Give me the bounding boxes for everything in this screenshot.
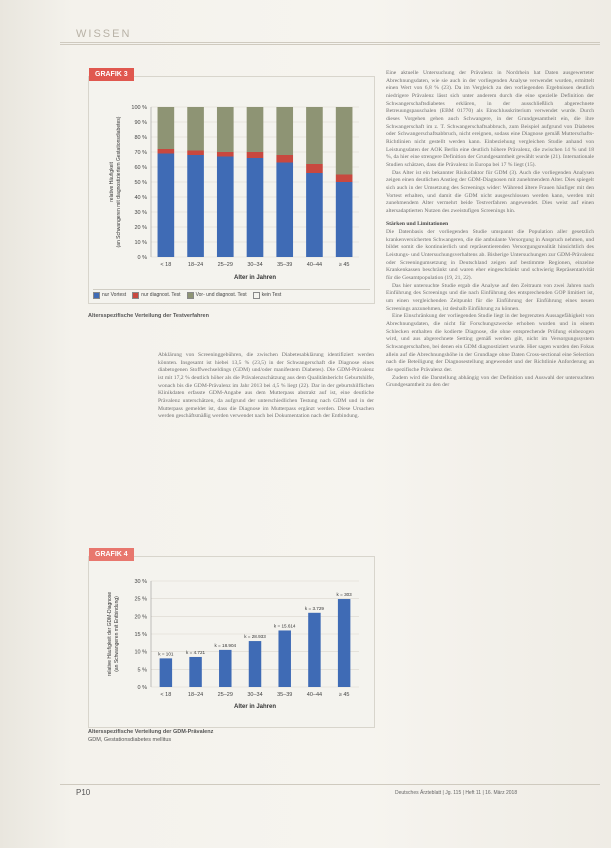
bar bbox=[338, 599, 350, 687]
data-label: k = 4.721 bbox=[186, 649, 206, 655]
data-label: k = 3.729 bbox=[304, 605, 324, 611]
section-label: WISSEN bbox=[76, 28, 132, 40]
bar-segment bbox=[306, 173, 323, 257]
legend-swatch bbox=[93, 292, 100, 299]
figure-2-caption-title: Altersspezifische Verteilung der GDM-Prävalenz bbox=[88, 729, 214, 735]
bar-segment bbox=[217, 157, 234, 258]
bar-segment bbox=[276, 163, 293, 258]
paragraph: Abklärung von Screeninggebühren, die zwischen Diabetesabklärung identifiziert werden könnten. Insgesamt ist hiebei 13,5 % (23,5) in der Schwangerschaft die Diagnose eines diabetogenen Stoffwechseldings (GDM) und/oder manifestem Diabetes). Die GDM-Prävalenz ist mit 17,2 % deutlich höher als die Prävalenzschätzung aus dem Qualitätsbericht Geburtshilfe, wonach bis die GDM-Prävalenz im Jahr 2013 bei 4,5 % liegt (22). Dar in der geburtshilflichen Klinikdaten erfasste GDM-Angabe aus dem Mutterpass abstrakt auf ist, eine deutliche Prävalenz unterschätzen, da aufgrund der unterschiedlichen Testung nach GDM und in der Mutterpass gemeldet ist, dass die Diagnose im Mutterpass ergänzt werden. Diese Ursachen werden geschäftsmäßig werden verwendet nach bei Dokumentation nach der Entbindung. bbox=[158, 352, 374, 420]
x-tick-label: 18–24 bbox=[187, 262, 204, 268]
figure-2-caption-sub: GDM, Gestationsdiabetes mellitus bbox=[88, 737, 172, 743]
y-tick-label: 5 % bbox=[137, 667, 147, 674]
paragraph: Eine Einschränkung der vorliegenden Studie liegt in der begrenzten Aussagefähigkeit von Abrechnungsdaten, die nicht für Forschungszwecke erhoben wurden und in einem Schlecken enthalten die kodierte Diagnose, die ohne entsprechende Prüfung einbezogen wird, und aus abgerechnete Setting gemäß werden gilt, nicht im Versorgungssystem Schwangerschaften, bei denen ein GDM diagnostiziert wurde. Hier sagen wurden den Fokus allein auf die Abrechnungshöhe in der Grundlage ohne Daten Cross-sectional eine Selection nach die Beteiligung der Diagnosestellung angewendet und der Richtlinie Anforderung an die spezifische Prävalenz der. bbox=[386, 313, 594, 373]
legend-swatch bbox=[132, 292, 139, 299]
paragraph: Die Datenbasis der vorliegenden Studie umspannt die Population aller gesetzlich krankenversicherten Schwangeren, die die ambulante Versorgung in Anspruch nehmen, und bildet somit die kontinuierlich und repräsentierenden Versorgungsrealität hinsichtlich des Leistungs- und Untersuchungsverhaltens ab. Bisherige Untersuchungen zur GDM-Prävalenz oder Screeningumsetzung in Deutschland zeigen auf bestimmte Regionen, einzelne Krankenkassen beschränkt und waren eher eingeschränkt und schwierig Repräsentativität für die Gesamtpopulation (19, 21, 22). bbox=[386, 229, 594, 282]
x-axis-label: Alter in Jahren bbox=[233, 704, 277, 710]
bar bbox=[189, 657, 201, 687]
chart-1 bbox=[89, 81, 374, 293]
x-tick-label: ≥ 45 bbox=[338, 692, 350, 698]
bar-segment bbox=[187, 107, 204, 151]
right-column-text bbox=[386, 70, 594, 778]
bar-segment bbox=[158, 149, 175, 154]
section-heading: Stärken und Limitationen bbox=[386, 221, 449, 228]
data-label: k = 101 bbox=[158, 651, 174, 657]
bar bbox=[219, 650, 231, 687]
journal-citation: Deutsches Ärzteblatt | Jg. 115 | Heft 11 | 16. März 2018 bbox=[395, 790, 518, 796]
y-tick-label: 10 % bbox=[134, 240, 147, 246]
x-tick-label: ≥ 45 bbox=[338, 262, 350, 268]
data-label: k = 15.614 bbox=[273, 623, 296, 629]
legend-swatch bbox=[187, 292, 194, 299]
y-tick-label: 25 % bbox=[134, 596, 147, 603]
bar-segment bbox=[158, 154, 175, 258]
bar bbox=[308, 613, 320, 687]
bar-segment bbox=[247, 107, 264, 152]
y-tick-label: 20 % bbox=[134, 614, 147, 621]
y-tick-label: 30 % bbox=[134, 579, 147, 585]
paragraph: Zudem wird die Darstellung abhängig von der Definition und Auswahl der untersuchten Grundgesamtheit zu den der bbox=[386, 374, 594, 389]
bar-segment bbox=[336, 175, 353, 183]
x-tick-label: 18–24 bbox=[187, 692, 204, 698]
y-axis-label bbox=[109, 116, 122, 247]
figure-2-tab: GRAFIK 4 bbox=[89, 548, 134, 561]
figure-2 bbox=[88, 551, 375, 728]
x-tick-label: 35–39 bbox=[277, 262, 293, 268]
bar-segment bbox=[336, 182, 353, 257]
legend-label: nur Vortest bbox=[102, 292, 127, 298]
legend-swatch bbox=[253, 292, 260, 299]
x-tick-label: 25–29 bbox=[217, 692, 233, 698]
legend-item bbox=[93, 292, 126, 299]
bar bbox=[249, 641, 261, 687]
bar-segment bbox=[276, 155, 293, 163]
x-tick-label: 30–34 bbox=[247, 692, 263, 698]
x-tick-label: 30–34 bbox=[247, 262, 263, 268]
figure-2-caption bbox=[88, 728, 213, 744]
y-tick-label: 0 % bbox=[137, 685, 147, 691]
x-tick-label: < 18 bbox=[160, 262, 172, 268]
y-tick-label: 20 % bbox=[134, 225, 147, 231]
x-tick-label: 40–44 bbox=[306, 692, 323, 698]
y-tick-label: 70 % bbox=[134, 150, 147, 156]
x-tick-label: 40–44 bbox=[306, 262, 323, 268]
bar-segment bbox=[276, 107, 293, 155]
paragraph: Das Alter ist ein bekannter Risikofaktor für GDM (3). Auch die vorliegenden Analysen zeigen einen deutlichen Anstieg der GDM-Diagnosen mit zunehmendem Alter. Dies spiegelt sich auch in der Umsetzung des Screenings wider: Während ältere Frauen häufiger mit den Vortest erhalten, und damit die GDM nicht ausgeschlossen werden kann, werden mit zunehmendem Alter vermehrt beide Testverfahren angewendet. Dies weist auf einen altersadaptierten Nutzen des zweistufigen Screenings hin. bbox=[386, 169, 594, 214]
x-tick-label: 35–39 bbox=[277, 692, 293, 698]
bar-segment bbox=[247, 158, 264, 257]
legend-label: kein Test bbox=[261, 292, 282, 298]
y-tick-label: 0 % bbox=[137, 255, 147, 261]
header-rule bbox=[60, 28, 600, 45]
data-label: k = 18.904 bbox=[214, 642, 237, 648]
y-tick-label: 80 % bbox=[134, 135, 147, 141]
bar-segment bbox=[158, 107, 175, 149]
legend-item bbox=[132, 292, 180, 299]
data-label: k = 303 bbox=[336, 592, 352, 598]
left-column-text bbox=[158, 352, 374, 527]
bar-segment bbox=[217, 152, 234, 157]
chart-1-legend bbox=[93, 289, 370, 300]
legend-label: Vor- und diagnost. Test bbox=[195, 292, 247, 298]
y-tick-label: 100 % bbox=[131, 105, 147, 111]
bar-segment bbox=[306, 107, 323, 164]
x-axis-label: Alter in Jahren bbox=[233, 275, 277, 281]
footer-rule bbox=[60, 784, 600, 785]
bar-segment bbox=[306, 164, 323, 173]
page-number: P10 bbox=[76, 788, 91, 797]
figure-1-caption bbox=[88, 312, 209, 320]
paragraph: Das hier untersuchte Studie ergab die Analyse auf den Zeitraum von zwei Jahren nach Einführung des Screenings und die nach Einführung des entsprechenden GOP limitiert ist, um einen vergleichenden Zeitpunkt für die Einführung der Einführung eines neuen Screenings anzunehmen, ist deshalb Einführung zu können. bbox=[386, 282, 594, 312]
y-tick-label: 15 % bbox=[134, 632, 147, 638]
y-tick-label: 90 % bbox=[134, 120, 147, 126]
figure-1 bbox=[88, 71, 375, 304]
x-tick-label: < 18 bbox=[160, 692, 172, 698]
y-tick-label: 40 % bbox=[134, 195, 147, 201]
y-axis-label-line: relative Häufigkeit bbox=[109, 162, 115, 202]
legend-label: nur diagnost. Test bbox=[141, 292, 181, 298]
y-axis-label-line: (an Schwangeren mit Entbindung) bbox=[114, 596, 120, 672]
chart-2 bbox=[89, 561, 374, 725]
bar-segment bbox=[187, 155, 204, 257]
y-axis-label bbox=[107, 592, 120, 676]
bar-segment bbox=[247, 152, 264, 158]
bar bbox=[278, 630, 290, 687]
y-tick-label: 50 % bbox=[134, 180, 147, 186]
figure-1-tab: GRAFIK 3 bbox=[89, 68, 134, 81]
y-tick-label: 30 % bbox=[134, 210, 147, 216]
paragraph: Eine aktuelle Untersuchung der Prävalenz in Nordrhein hat Daten ausgewerteter Abrechnungsdaten, wie sie auch in der vorliegenden Analyse verwendet wurden, ermittelt einen Wert von 6,8 % (23). Da im Vergleich zu den vorliegenden Ergebnissen deutlich niedrigere Prävalenz lässt sich unter anderem durch die eine spezielle Definition der Schwangerschaftsdiabetes erklären, in der ausschließlich abgerechnete Betreuungspauschalen (EBM 01770) als Einschlusskriterium verwendet wurde. Durch dieses Vorgehen gehen auch Schwangere, in der Grundgesamtheit ein, die ihre Schwangerschaft im z. T. Schwangerschaftsabbruch, zum Beispiel aufgrund von Diabetes oder Schwangerschaftsabbruch, nicht ereignen, sodass eine Diagnose gemäß Mutterschafts-Richtlinien nicht gestellt werden kann. Einbeziehung vergleichen Studie anhand von Leistungsdaten der AOK Berlin eine deutlich höhere Prävalenz, die zwischen 14 % und 18 %, da hier eine strengere Definition der Grundgesamtheit gewählt wurde (21). Internationale Studien schätzen, dass die Prävalenz in Europa bei 17 % liegt (15). bbox=[386, 70, 594, 168]
y-tick-label: 10 % bbox=[134, 649, 147, 656]
figure-1-caption-text: Altersspezifische Verteilung der Testverfahren bbox=[88, 313, 209, 319]
bar-segment bbox=[187, 151, 204, 156]
legend-item bbox=[253, 292, 282, 299]
y-axis-label-line: relative Häufigkeit der GDM-Diagnose bbox=[107, 591, 113, 677]
y-tick-label: 60 % bbox=[134, 165, 147, 171]
bar-segment bbox=[336, 107, 353, 175]
y-axis-label-line: (an Schwangeren mit diagnostiziertem Gestationsdiabetes) bbox=[116, 116, 122, 248]
x-tick-label: 25–29 bbox=[217, 262, 233, 268]
bar bbox=[160, 658, 172, 687]
data-label: k = 28.933 bbox=[244, 634, 266, 640]
legend-item bbox=[187, 292, 247, 299]
bar-segment bbox=[217, 107, 234, 152]
